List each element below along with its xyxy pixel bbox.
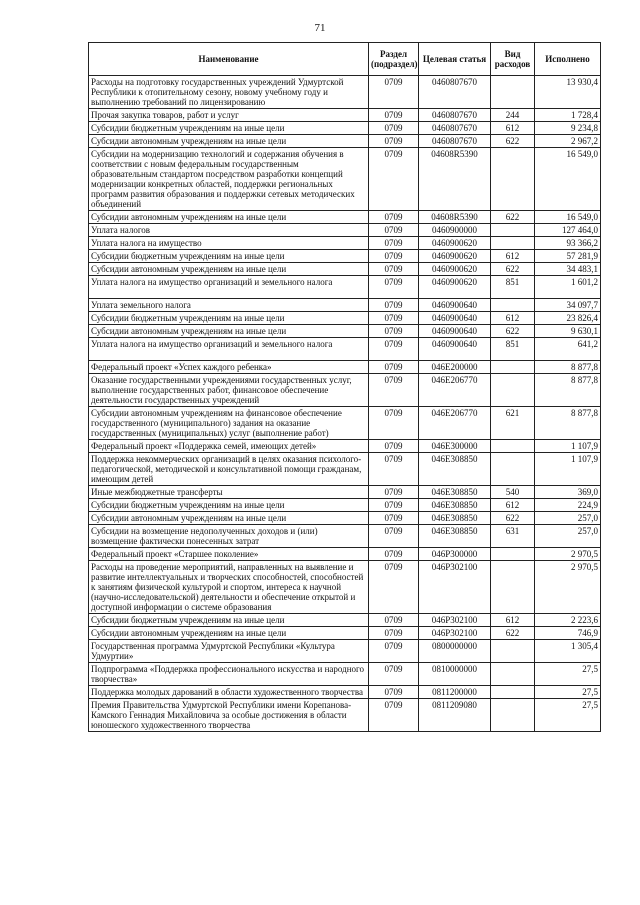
header-amount: Исполнено [535, 43, 601, 76]
row-type [491, 76, 535, 109]
row-name: Субсидии автономным учреждениям на финансовое обеспечение государственного (муниципального) задания на оказание государственных (муниципальных) услуг (выполнение работ) [89, 407, 369, 440]
row-section: 0709 [369, 122, 419, 135]
row-section: 0709 [369, 699, 419, 732]
table-row [89, 263, 601, 276]
row-target: 0460900640 [419, 299, 491, 312]
row-target: 0460900640 [419, 338, 491, 361]
row-amount: 16 549,0 [535, 211, 601, 224]
row-name: Уплата налога на имущество [89, 237, 369, 250]
table-row [89, 640, 601, 663]
row-section: 0709 [369, 250, 419, 263]
row-section: 0709 [369, 299, 419, 312]
row-section: 0709 [369, 237, 419, 250]
row-name: Субсидии автономным учреждениям на иные цели [89, 512, 369, 525]
row-name: Федеральный проект «Успех каждого ребенка» [89, 361, 369, 374]
row-amount: 9 234,8 [535, 122, 601, 135]
row-name: Расходы на проведение мероприятий, направленных на выявление и развитие интеллектуальных и творческих способностей, способностей к занятиям физической культурой и спортом, интереса к научной (научно-исследовательской) деятельности и обеспечение открытой и доступной информации о системе образования [89, 561, 369, 614]
row-type [491, 237, 535, 250]
row-section: 0709 [369, 640, 419, 663]
row-section: 0709 [369, 224, 419, 237]
table-row [89, 361, 601, 374]
table-row [89, 374, 601, 407]
row-name: Федеральный проект «Поддержка семей, имеющих детей» [89, 440, 369, 453]
row-amount: 257,0 [535, 525, 601, 548]
row-target: 046E308850 [419, 512, 491, 525]
row-amount: 2 223,6 [535, 614, 601, 627]
row-type: 612 [491, 499, 535, 512]
row-name: Премия Правительства Удмуртской Республики имени Корепанова-Камского Геннадия Михайловича за особые достижения в области юношеского художественного творчества [89, 699, 369, 732]
row-name: Иные межбюджетные трансферты [89, 486, 369, 499]
row-amount: 746,9 [535, 627, 601, 640]
row-type: 631 [491, 525, 535, 548]
row-type: 540 [491, 486, 535, 499]
row-name: Субсидии бюджетным учреждениям на иные цели [89, 614, 369, 627]
row-section: 0709 [369, 312, 419, 325]
row-section: 0709 [369, 561, 419, 614]
row-section: 0709 [369, 440, 419, 453]
row-type [491, 224, 535, 237]
row-amount: 224,9 [535, 499, 601, 512]
row-amount: 27,5 [535, 663, 601, 686]
row-name: Поддержка молодых дарований в области художественного творчества [89, 686, 369, 699]
row-amount: 641,2 [535, 338, 601, 361]
row-type [491, 699, 535, 732]
row-target: 046E308850 [419, 499, 491, 512]
row-name: Государственная программа Удмуртской Республики «Культура Удмуртии» [89, 640, 369, 663]
row-name: Федеральный проект «Старшее поколение» [89, 548, 369, 561]
row-section: 0709 [369, 361, 419, 374]
row-amount: 1 107,9 [535, 440, 601, 453]
row-amount: 8 877,8 [535, 374, 601, 407]
row-target: 046E206770 [419, 407, 491, 440]
row-section: 0709 [369, 663, 419, 686]
row-name: Субсидии автономным учреждениям на иные цели [89, 135, 369, 148]
table-row [89, 407, 601, 440]
row-type [491, 148, 535, 211]
row-section: 0709 [369, 512, 419, 525]
row-name: Субсидии бюджетным учреждениям на иные цели [89, 122, 369, 135]
header-name: Наименование [89, 43, 369, 76]
table-row [89, 250, 601, 263]
table-row [89, 224, 601, 237]
budget-table [88, 42, 601, 732]
row-target: 0460900620 [419, 276, 491, 299]
row-type: 622 [491, 512, 535, 525]
row-amount: 2 970,5 [535, 561, 601, 614]
row-amount: 127 464,0 [535, 224, 601, 237]
row-name: Уплата налога на имущество организаций и земельного налога [89, 276, 369, 299]
row-type: 621 [491, 407, 535, 440]
table-row [89, 663, 601, 686]
row-section: 0709 [369, 453, 419, 486]
row-target: 046E300000 [419, 440, 491, 453]
page-number: 71 [314, 22, 326, 34]
row-target: 046E206770 [419, 374, 491, 407]
table-row [89, 276, 601, 299]
row-section: 0709 [369, 525, 419, 548]
table-row [89, 486, 601, 499]
table-row [89, 325, 601, 338]
row-target: 046P302100 [419, 561, 491, 614]
row-amount: 27,5 [535, 699, 601, 732]
row-name: Субсидии на модернизацию технологий и содержания обучения в соответствии с новым федеральным государственным образовательным стандартом посредством разработки концепций модернизации конкретных областей, поддержки региональных программ развития образования и поддержки сетевых методических объединений [89, 148, 369, 211]
table-row [89, 338, 601, 361]
row-target: 0460807670 [419, 135, 491, 148]
row-target: 0460900640 [419, 325, 491, 338]
row-type [491, 686, 535, 699]
table-header-row [89, 43, 601, 76]
table-row [89, 148, 601, 211]
row-name: Расходы на подготовку государственных учреждений Удмуртской Республики к отопительному сезону, новому учебному году и выполнению требований по лицензированию [89, 76, 369, 109]
row-target: 0460900640 [419, 312, 491, 325]
row-type: 612 [491, 312, 535, 325]
row-type [491, 561, 535, 614]
row-section: 0709 [369, 499, 419, 512]
row-target: 04608R5390 [419, 148, 491, 211]
table-row [89, 561, 601, 614]
row-amount: 2 967,2 [535, 135, 601, 148]
row-type: 851 [491, 276, 535, 299]
row-name: Субсидии автономным учреждениям на иные цели [89, 325, 369, 338]
row-name: Прочая закупка товаров, работ и услуг [89, 109, 369, 122]
table-row [89, 614, 601, 627]
row-name: Субсидии автономным учреждениям на иные цели [89, 211, 369, 224]
row-name: Субсидии бюджетным учреждениям на иные цели [89, 312, 369, 325]
table-row [89, 512, 601, 525]
row-target: 0811200000 [419, 686, 491, 699]
row-type: 622 [491, 325, 535, 338]
row-section: 0709 [369, 374, 419, 407]
row-target: 0811209080 [419, 699, 491, 732]
row-amount: 8 877,8 [535, 361, 601, 374]
row-section: 0709 [369, 486, 419, 499]
row-amount: 257,0 [535, 512, 601, 525]
row-amount: 34 483,1 [535, 263, 601, 276]
row-name: Поддержка некоммерческих организаций в целях оказания психолого-педагогической, методической и консультативной помощи гражданам, имеющим детей [89, 453, 369, 486]
row-amount: 13 930,4 [535, 76, 601, 109]
row-target: 046P302100 [419, 614, 491, 627]
row-amount: 34 097,7 [535, 299, 601, 312]
table-row [89, 499, 601, 512]
row-target: 0460900620 [419, 237, 491, 250]
table-row [89, 122, 601, 135]
table-row [89, 237, 601, 250]
row-target: 0460807670 [419, 109, 491, 122]
table-row [89, 686, 601, 699]
row-amount: 93 366,2 [535, 237, 601, 250]
row-target: 046E308850 [419, 486, 491, 499]
row-type [491, 299, 535, 312]
row-section: 0709 [369, 548, 419, 561]
row-target: 0460900620 [419, 263, 491, 276]
table-row [89, 699, 601, 732]
row-amount: 23 826,4 [535, 312, 601, 325]
table-row [89, 76, 601, 109]
header-target: Целевая статья [419, 43, 491, 76]
row-amount: 27,5 [535, 686, 601, 699]
header-section: Раздел (подраздел) [369, 43, 419, 76]
row-name: Подпрограмма «Поддержка профессионального искусства и народного творчества» [89, 663, 369, 686]
row-target: 046E200000 [419, 361, 491, 374]
row-type [491, 361, 535, 374]
row-amount: 9 630,1 [535, 325, 601, 338]
header-type: Вид расходов [491, 43, 535, 76]
table-row [89, 312, 601, 325]
row-section: 0709 [369, 407, 419, 440]
row-type [491, 374, 535, 407]
row-name: Субсидии автономным учреждениям на иные цели [89, 263, 369, 276]
row-section: 0709 [369, 614, 419, 627]
row-target: 046E308850 [419, 525, 491, 548]
table-row [89, 548, 601, 561]
table-row [89, 627, 601, 640]
row-name: Оказание государственными учреждениями государственных услуг, выполнение государственных работ, финансовое обеспечение деятельности государственных учреждений [89, 374, 369, 407]
row-type [491, 548, 535, 561]
table-row [89, 453, 601, 486]
row-amount: 1 601,2 [535, 276, 601, 299]
row-type [491, 663, 535, 686]
row-type: 612 [491, 614, 535, 627]
row-section: 0709 [369, 76, 419, 109]
row-type [491, 440, 535, 453]
row-type: 851 [491, 338, 535, 361]
table-row [89, 299, 601, 312]
row-section: 0709 [369, 276, 419, 299]
row-target: 0800000000 [419, 640, 491, 663]
table-row [89, 440, 601, 453]
row-section: 0709 [369, 135, 419, 148]
row-amount: 16 549,0 [535, 148, 601, 211]
row-section: 0709 [369, 686, 419, 699]
row-amount: 57 281,9 [535, 250, 601, 263]
row-section: 0709 [369, 211, 419, 224]
row-target: 046P302100 [419, 627, 491, 640]
row-amount: 369,0 [535, 486, 601, 499]
row-name: Уплата земельного налога [89, 299, 369, 312]
row-target: 0460900620 [419, 250, 491, 263]
row-name: Субсидии на возмещение недополученных доходов и (или) возмещение фактически понесенных затрат [89, 525, 369, 548]
row-amount: 1 728,4 [535, 109, 601, 122]
row-type: 622 [491, 263, 535, 276]
row-type: 612 [491, 250, 535, 263]
table-row [89, 109, 601, 122]
table-row [89, 525, 601, 548]
table-row [89, 135, 601, 148]
row-name: Субсидии бюджетным учреждениям на иные цели [89, 499, 369, 512]
row-target: 046E308850 [419, 453, 491, 486]
row-amount: 1 107,9 [535, 453, 601, 486]
row-section: 0709 [369, 338, 419, 361]
row-name: Субсидии бюджетным учреждениям на иные цели [89, 250, 369, 263]
row-target: 046P300000 [419, 548, 491, 561]
row-name: Субсидии автономным учреждениям на иные цели [89, 627, 369, 640]
table-body [89, 76, 601, 732]
row-type: 244 [491, 109, 535, 122]
row-section: 0709 [369, 263, 419, 276]
row-amount: 2 970,5 [535, 548, 601, 561]
row-type [491, 640, 535, 663]
row-amount: 1 305,4 [535, 640, 601, 663]
row-section: 0709 [369, 325, 419, 338]
row-type: 612 [491, 122, 535, 135]
row-section: 0709 [369, 148, 419, 211]
row-target: 0810000000 [419, 663, 491, 686]
row-type: 622 [491, 211, 535, 224]
row-type [491, 453, 535, 486]
row-type: 622 [491, 627, 535, 640]
row-section: 0709 [369, 627, 419, 640]
row-amount: 8 877,8 [535, 407, 601, 440]
table-row [89, 211, 601, 224]
row-type: 622 [491, 135, 535, 148]
row-target: 04608R5390 [419, 211, 491, 224]
row-target: 0460900000 [419, 224, 491, 237]
row-target: 0460807670 [419, 76, 491, 109]
row-target: 0460807670 [419, 122, 491, 135]
row-section: 0709 [369, 109, 419, 122]
row-name: Уплата налога на имущество организаций и земельного налога [89, 338, 369, 361]
row-name: Уплата налогов [89, 224, 369, 237]
